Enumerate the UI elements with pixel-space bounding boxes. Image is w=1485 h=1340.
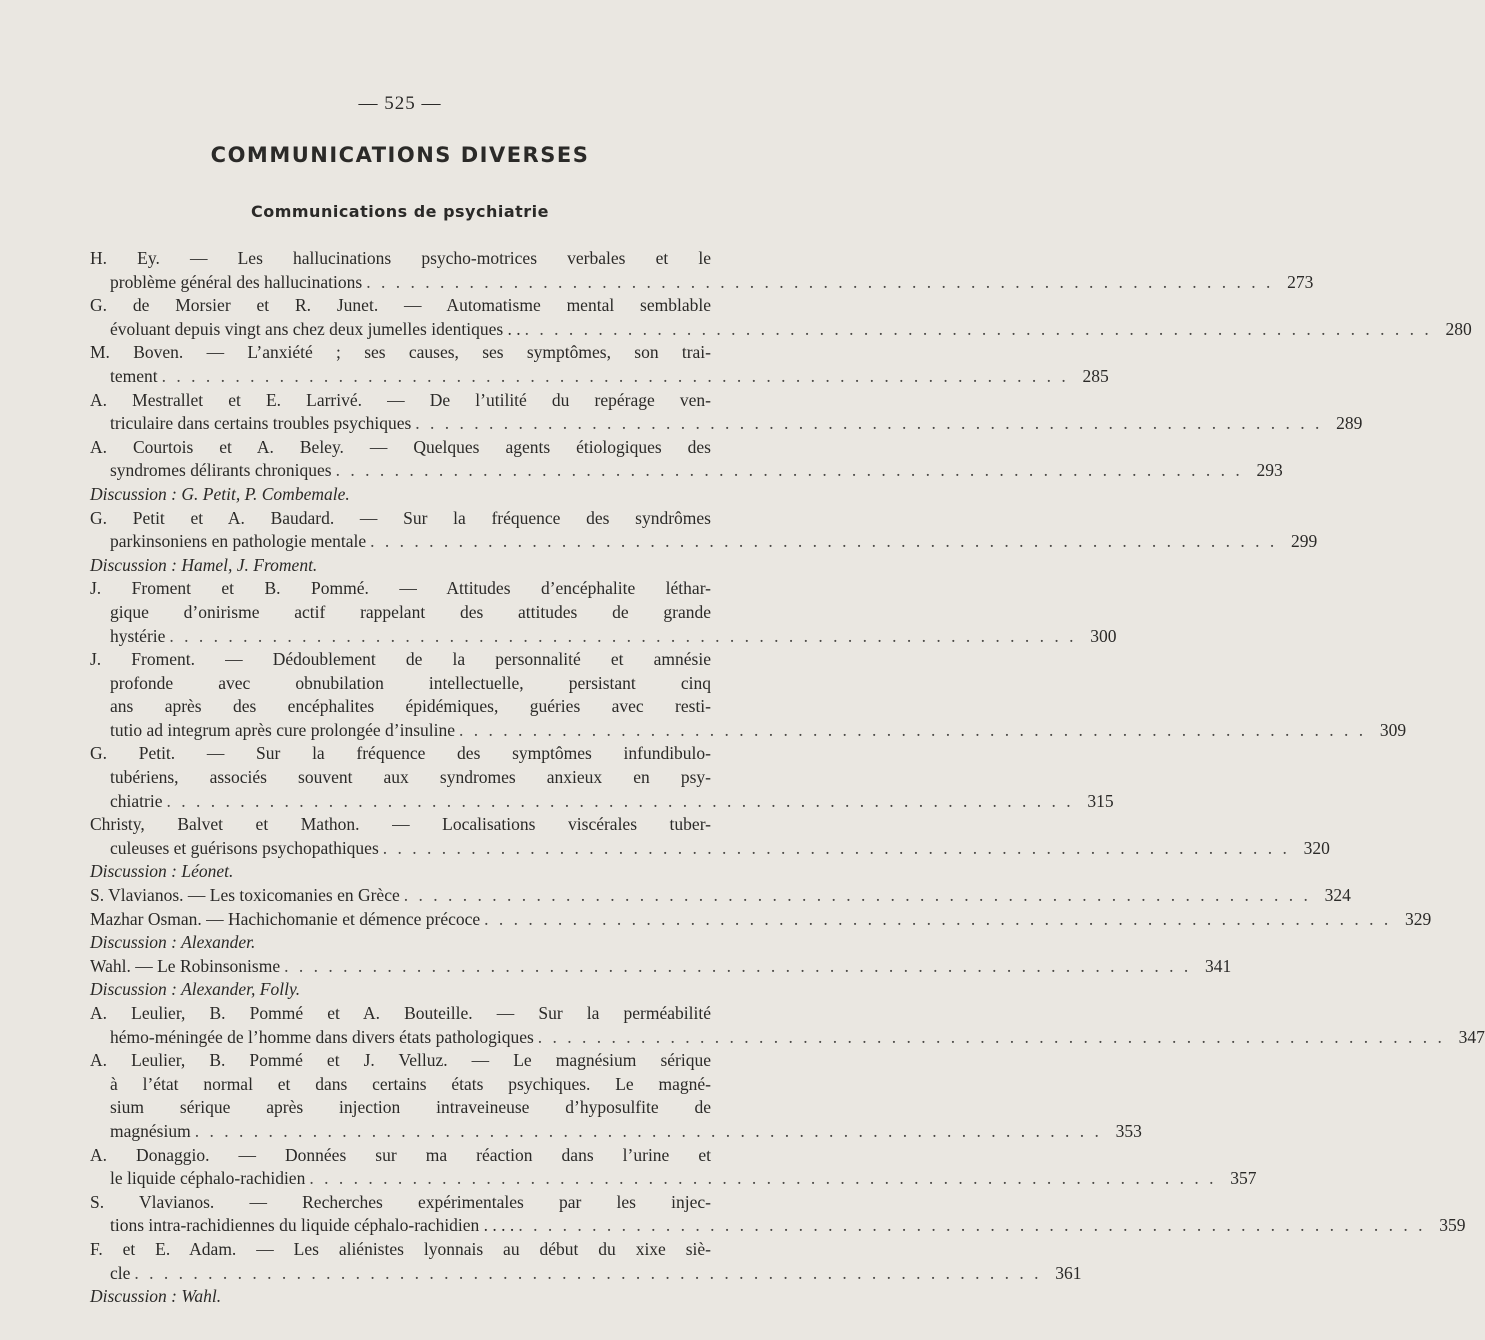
- table-of-contents: [90, 247, 1485, 1309]
- entry-last-line: [90, 790, 1114, 814]
- dot-leader: . . . . . . . . . . . . . . . . . . . . . . . . . . . . . . . . . . . . . . . . . . . . . . . . . . . . . . . . . . . . . .: [524, 318, 1432, 339]
- discussion-line: [90, 1285, 711, 1309]
- dot-leader: . . . . . . . . . . . . . . . . . . . . . . . . . . . . . . . . . . . . . . . . . . . . . . . . . . . . . . . . . . . . . .: [284, 955, 1192, 976]
- entry-text-line: J. Froment et B. Pommé. — Attitudes d’encéphalite léthar-: [90, 578, 711, 599]
- entry-last-line: [90, 884, 1351, 908]
- subsection-title: Communications de psychiatrie: [250, 202, 550, 221]
- toc-entry: [90, 389, 1363, 436]
- entry-last-line: [90, 271, 1314, 295]
- discussion-line: [90, 554, 711, 578]
- entry-text-line: profonde avec obnubilation intellectuelle, persistant cinq: [110, 672, 711, 693]
- dot-leader: . . . . . . . . . . . . . . . . . . . . . . . . . . . . . . . . . . . . . . . . . . . . . . . . . . . . . . . . . . . . . .: [537, 1026, 1445, 1047]
- entry-text-line: G. Petit et A. Baudard. — Sur la fréquence des syndrômes: [90, 507, 711, 528]
- entry-text-line: G. de Morsier et R. Junet. — Automatisme mental semblable: [90, 295, 711, 316]
- discussion-line: [90, 978, 711, 1002]
- toc-entry: [90, 1238, 1082, 1285]
- toc-entry: [90, 1002, 1485, 1049]
- entry-last-line: [90, 955, 1232, 979]
- entry-text-line: sium sérique après injection intraveineuse d’hyposulfite de: [110, 1097, 711, 1118]
- entry-text-line: ans après des encéphalites épidémiques, guéries avec resti-: [110, 696, 711, 717]
- entry-text-line: A. Leulier, B. Pommé et J. Velluz. — Le magnésium sérique: [90, 1050, 711, 1071]
- entry-text-line: magnésium: [110, 1120, 191, 1141]
- dot-leader: . . . . . . . . . . . . . . . . . . . . . . . . . . . . . . . . . . . . . . . . . . . . . . . . . . . . . . . . . . . . . .: [459, 719, 1367, 740]
- entry-last-line: [90, 1026, 1485, 1050]
- entry-last-line: [90, 365, 1109, 389]
- toc-entry: [90, 648, 1407, 742]
- entry-page-number: 320: [1303, 837, 1330, 858]
- entry-page-number: 357: [1230, 1168, 1257, 1189]
- dot-leader: . . . . . . . . . . . . . . . . . . . . . . . . . . . . . . . . . . . . . . . . . . . . . . . . . . . . . . . . . . . . . .: [403, 885, 1311, 906]
- entry-text-line: problème général des hallucinations: [110, 271, 363, 292]
- entry-page-number: 300: [1090, 625, 1117, 646]
- entry-last-line: [90, 719, 1407, 743]
- entry-last-line: [90, 1214, 1466, 1238]
- dot-leader: . . . . . . . . . . . . . . . . . . . . . . . . . . . . . . . . . . . . . . . . . . . . . . . . . . . . . . . . . . . . . .: [194, 1120, 1102, 1141]
- entry-text-line: à l’état normal et dans certains états psychiques. Le magné-: [110, 1073, 711, 1094]
- discussion-text: Discussion : Hamel, J. Froment.: [90, 554, 318, 575]
- entry-page-number: 293: [1256, 460, 1283, 481]
- entry-page-number: 280: [1445, 318, 1472, 339]
- toc-entry: [90, 341, 1109, 388]
- dot-leader: . . . . . . . . . . . . . . . . . . . . . . . . . . . . . . . . . . . . . . . . . . . . . . . . . . . . . . . . . . . . . .: [335, 460, 1243, 481]
- entry-last-line: [90, 459, 1283, 483]
- entry-text-line: Wahl. — Le Robinsonisme: [90, 955, 281, 976]
- entry-text-line: S. Vlavianos. — Recherches expérimentales par les injec-: [90, 1191, 711, 1212]
- entry-page-number: 299: [1290, 531, 1318, 552]
- dot-leader: . . . . . . . . . . . . . . . . . . . . . . . . . . . . . . . . . . . . . . . . . . . . . . . . . . . . . . . . . . . . . .: [161, 365, 1069, 386]
- entry-last-line: [90, 837, 1330, 861]
- toc-entry: [90, 813, 1330, 860]
- toc-entry: [90, 1144, 1257, 1191]
- dot-leader: . . . . . . . . . . . . . . . . . . . . . . . . . . . . . . . . . . . . . . . . . . . . . . . . . . . . . . . . . . . . . .: [309, 1168, 1217, 1189]
- entry-text-line: tutio ad integrum après cure prolongée d’insuline: [110, 719, 456, 740]
- dot-leader: . . . . . . . . . . . . . . . . . . . . . . . . . . . . . . . . . . . . . . . . . . . . . . . . . . . . . . . . . . . . . .: [134, 1262, 1042, 1283]
- discussion-line: [90, 483, 711, 507]
- entry-text-line: F. et E. Adam. — Les aliénistes lyonnais au début du xixe siè-: [90, 1238, 711, 1259]
- toc-entry: [90, 884, 1351, 908]
- entry-text-line: A. Leulier, B. Pommé et A. Bouteille. — Sur la perméabilité: [90, 1003, 711, 1023]
- entry-text-line: syndromes délirants chroniques: [110, 460, 332, 481]
- discussion-line: [90, 931, 711, 955]
- entry-text-line: parkinsoniens en pathologie mentale: [110, 531, 367, 552]
- entry-text-line: triculaire dans certains troubles psychiques: [110, 413, 412, 434]
- entry-last-line: [90, 412, 1363, 436]
- entry-last-line: [90, 1120, 1142, 1144]
- entry-page-number: 309: [1379, 719, 1407, 740]
- entry-text-line: Christy, Balvet et Mathon. — Localisations viscérales tuber-: [90, 814, 711, 835]
- discussion-text: Discussion : G. Petit, P. Combemale.: [90, 483, 350, 504]
- entry-text-line: tions intra-rachidiennes du liquide céphalo-rachidien . . . .: [110, 1215, 515, 1236]
- entry-page-number: 359: [1439, 1215, 1466, 1236]
- entry-text-line: M. Boven. — L’anxiété ; ses causes, ses symptômes, son trai-: [90, 342, 711, 363]
- dot-leader: . . . . . . . . . . . . . . . . . . . . . . . . . . . . . . . . . . . . . . . . . . . . . . . . . . . . . . . . . . . . . .: [166, 790, 1074, 811]
- toc-entry: [90, 955, 1232, 979]
- toc-entry: [90, 1049, 1142, 1143]
- toc-entry: [90, 577, 1117, 648]
- dot-leader: . . . . . . . . . . . . . . . . . . . . . . . . . . . . . . . . . . . . . . . . . . . . . . . . . . . . . . . . . . . . . .: [415, 413, 1323, 434]
- entry-text-line: chiatrie: [110, 790, 163, 811]
- entry-last-line: [90, 1262, 1082, 1286]
- entry-page-number: 329: [1405, 908, 1432, 929]
- discussion-text: Discussion : Léonet.: [90, 861, 234, 882]
- entry-last-line: [90, 908, 1432, 932]
- entry-page-number: 324: [1324, 885, 1351, 906]
- entry-text-line: H. Ey. — Les hallucinations psycho-motrices verbales et le: [90, 248, 711, 268]
- entry-text-line: hémo-méningée de l’homme dans divers états pathologiques: [110, 1026, 534, 1047]
- toc-entry: [90, 908, 1432, 932]
- entry-text-line: le liquide céphalo-rachidien: [110, 1168, 306, 1189]
- entry-text-line: tement: [110, 365, 158, 386]
- entry-text-line: A. Mestrallet et E. Larrivé. — De l’utilité du repérage ven-: [90, 389, 711, 410]
- entry-last-line: [90, 530, 1318, 554]
- entry-page-number: 341: [1204, 955, 1232, 976]
- entry-text-line: hystérie: [110, 625, 166, 646]
- entry-page-number: 285: [1082, 365, 1109, 386]
- toc-entry: [90, 436, 1283, 483]
- toc-entry: [90, 507, 1318, 554]
- entry-text-line: S. Vlavianos. — Les toxicomanies en Grèce: [90, 885, 400, 906]
- discussion-text: Discussion : Alexander, Folly.: [90, 979, 301, 1000]
- page-number: — 525 —: [358, 93, 442, 114]
- entry-page-number: 273: [1287, 271, 1314, 292]
- dot-leader: . . . . . . . . . . . . . . . . . . . . . . . . . . . . . . . . . . . . . . . . . . . . . . . . . . . . . . . . . . . . . .: [169, 625, 1077, 646]
- section-title: COMMUNICATIONS DIVERSES: [210, 143, 590, 167]
- entry-text-line: G. Petit. — Sur la fréquence des symptômes infundibulo-: [90, 743, 711, 764]
- toc-entry: [90, 294, 1472, 341]
- discussion-text: Discussion : Alexander.: [90, 932, 256, 953]
- entry-text-line: A. Courtois et A. Beley. — Quelques agents étiologiques des: [90, 436, 711, 457]
- entry-last-line: [90, 318, 1472, 342]
- entry-text-line: J. Froment. — Dédoublement de la personnalité et amnésie: [90, 649, 711, 670]
- entry-page-number: 361: [1055, 1262, 1082, 1283]
- entry-text-line: cle: [110, 1262, 131, 1283]
- discussion-line: [90, 860, 711, 884]
- entry-last-line: [90, 1167, 1257, 1191]
- entry-last-line: [90, 625, 1117, 649]
- dot-leader: . . . . . . . . . . . . . . . . . . . . . . . . . . . . . . . . . . . . . . . . . . . . . . . . . . . . . . . . . . . . . .: [370, 531, 1278, 552]
- entry-text-line: culeuses et guérisons psychopathiques: [110, 837, 379, 858]
- dot-leader: . . . . . . . . . . . . . . . . . . . . . . . . . . . . . . . . . . . . . . . . . . . . . . . . . . . . . . . . . . . . . .: [366, 271, 1274, 292]
- dot-leader: . . . . . . . . . . . . . . . . . . . . . . . . . . . . . . . . . . . . . . . . . . . . . . . . . . . . . . . . . . . . . .: [484, 908, 1392, 929]
- toc-entry: [90, 1191, 1466, 1238]
- entry-text-line: tubériens, associés souvent aux syndromes anxieux en psy-: [110, 767, 711, 788]
- entry-page-number: 289: [1336, 413, 1363, 434]
- entry-text-line: A. Donaggio. — Données sur ma réaction dans l’urine et: [90, 1144, 711, 1165]
- toc-entry: [90, 247, 1314, 294]
- discussion-text: Discussion : Wahl.: [90, 1286, 222, 1307]
- entry-text-line: Mazhar Osman. — Hachichomanie et démence précoce: [90, 908, 481, 929]
- entry-page-number: 315: [1087, 790, 1114, 811]
- entry-text-line: gique d’onirisme actif rappelant des attitudes de grande: [110, 601, 711, 622]
- dot-leader: . . . . . . . . . . . . . . . . . . . . . . . . . . . . . . . . . . . . . . . . . . . . . . . . . . . . . . . . . . . . . .: [382, 837, 1290, 858]
- entry-text-line: évoluant depuis vingt ans chez deux jumelles identiques . .: [110, 318, 521, 339]
- toc-entry: [90, 742, 1114, 813]
- entry-page-number: 347: [1458, 1026, 1485, 1047]
- entry-page-number: 353: [1115, 1120, 1142, 1141]
- dot-leader: . . . . . . . . . . . . . . . . . . . . . . . . . . . . . . . . . . . . . . . . . . . . . . . . . . . . . . . . . . . . . .: [518, 1215, 1426, 1236]
